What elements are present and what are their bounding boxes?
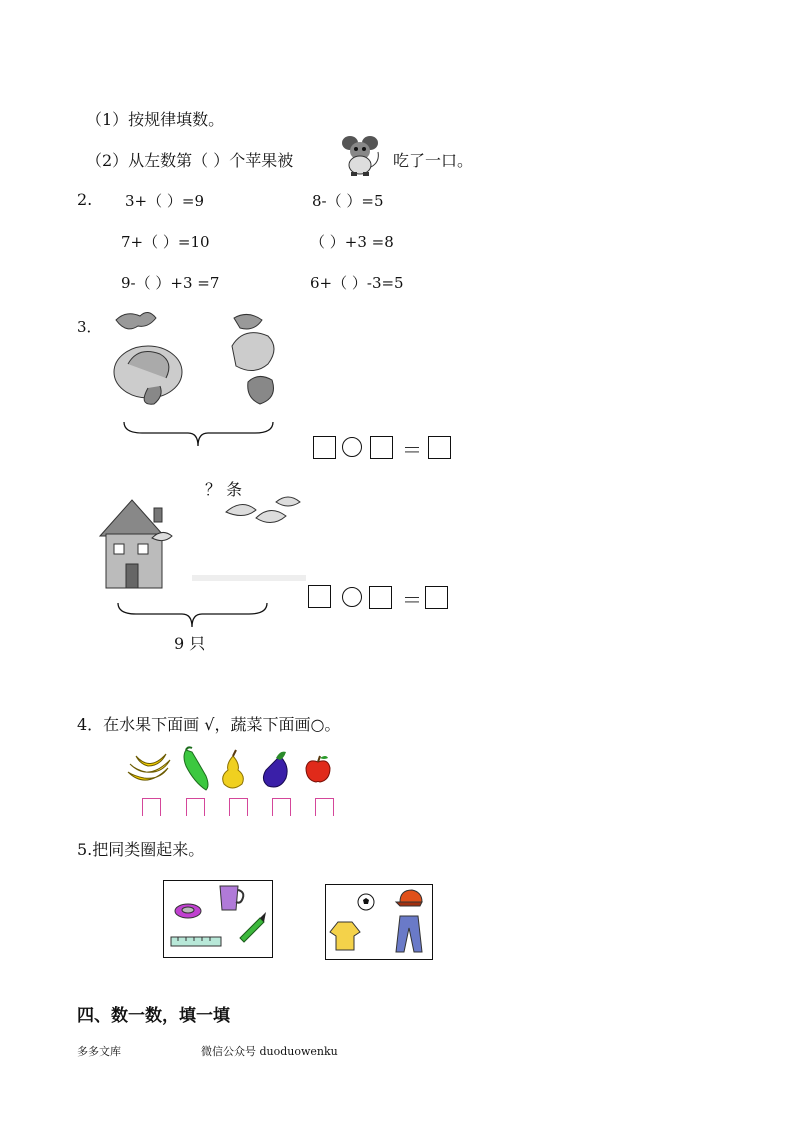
equation-4: （ ）+3 =8 bbox=[310, 233, 394, 251]
cap-icon bbox=[394, 888, 424, 910]
pencil-case-icon bbox=[173, 902, 203, 920]
green-pepper-icon bbox=[180, 746, 210, 792]
pencil-icon bbox=[236, 910, 268, 942]
answer-box-6[interactable] bbox=[425, 586, 448, 609]
answer-box-banana[interactable] bbox=[142, 798, 161, 816]
fish-group-brace bbox=[122, 420, 275, 452]
trousers-icon bbox=[394, 914, 424, 954]
answer-box-pepper[interactable] bbox=[186, 798, 205, 816]
answer-box-5[interactable] bbox=[369, 586, 392, 609]
question-1-line-2-start: （2）从左数第（ ）个苹果被 bbox=[86, 151, 294, 170]
equation-1: 3+（ ）=9 bbox=[125, 192, 204, 210]
section-four-heading: 四、数一数，填一填 bbox=[77, 1006, 230, 1026]
fish-total-label: ？ 条 bbox=[205, 480, 243, 499]
answer-box-pear[interactable] bbox=[229, 798, 248, 816]
equation-5: 9-（ ）+3 =7 bbox=[121, 274, 220, 292]
house-birds-image bbox=[96, 490, 308, 592]
footer-right-text: 微信公众号 duoduowenku bbox=[201, 1045, 338, 1058]
question-1-line-2-end: 吃了一口。 bbox=[393, 151, 474, 170]
equation-2: 8-（ ）=5 bbox=[312, 192, 384, 210]
answer-box-eggplant[interactable] bbox=[272, 798, 291, 816]
footer-left-text: 多多文库 bbox=[77, 1045, 121, 1058]
answer-box-apple[interactable] bbox=[315, 798, 334, 816]
jacket-icon bbox=[328, 918, 362, 952]
operator-circle-1[interactable] bbox=[342, 437, 362, 457]
answer-box-1[interactable] bbox=[313, 436, 336, 459]
equals-sign-2: ＝ bbox=[402, 588, 422, 612]
operator-circle-2[interactable] bbox=[342, 587, 362, 607]
eggplant-icon bbox=[260, 748, 292, 790]
answer-box-4[interactable] bbox=[308, 585, 331, 608]
goldfish-group-image bbox=[108, 306, 283, 411]
question-3-number: 3． bbox=[77, 318, 102, 336]
cup-icon bbox=[216, 882, 246, 912]
soccer-ball-icon bbox=[356, 892, 376, 912]
mouse-icon bbox=[340, 134, 382, 178]
equation-3: 7+（ ）=10 bbox=[121, 233, 210, 251]
apple-icon bbox=[304, 754, 332, 784]
answer-box-2[interactable] bbox=[370, 436, 393, 459]
question-5-prompt: 5.把同类圈起来。 bbox=[77, 840, 205, 859]
birds-group-brace bbox=[116, 601, 269, 631]
equation-6: 6+（ ）-3=5 bbox=[310, 274, 404, 292]
pear-icon bbox=[218, 750, 248, 790]
banana-icon bbox=[126, 750, 172, 790]
answer-box-3[interactable] bbox=[428, 436, 451, 459]
ruler-icon bbox=[170, 936, 222, 948]
question-1-line-1: （1）按规律填数。 bbox=[86, 110, 225, 129]
birds-total-label: 9 只 bbox=[174, 634, 206, 653]
question-2-number: 2. bbox=[77, 190, 93, 209]
question-4-prompt: 4．在水果下面画 √，蔬菜下面画○。 bbox=[77, 715, 341, 734]
equals-sign-1: ＝ bbox=[402, 438, 422, 462]
